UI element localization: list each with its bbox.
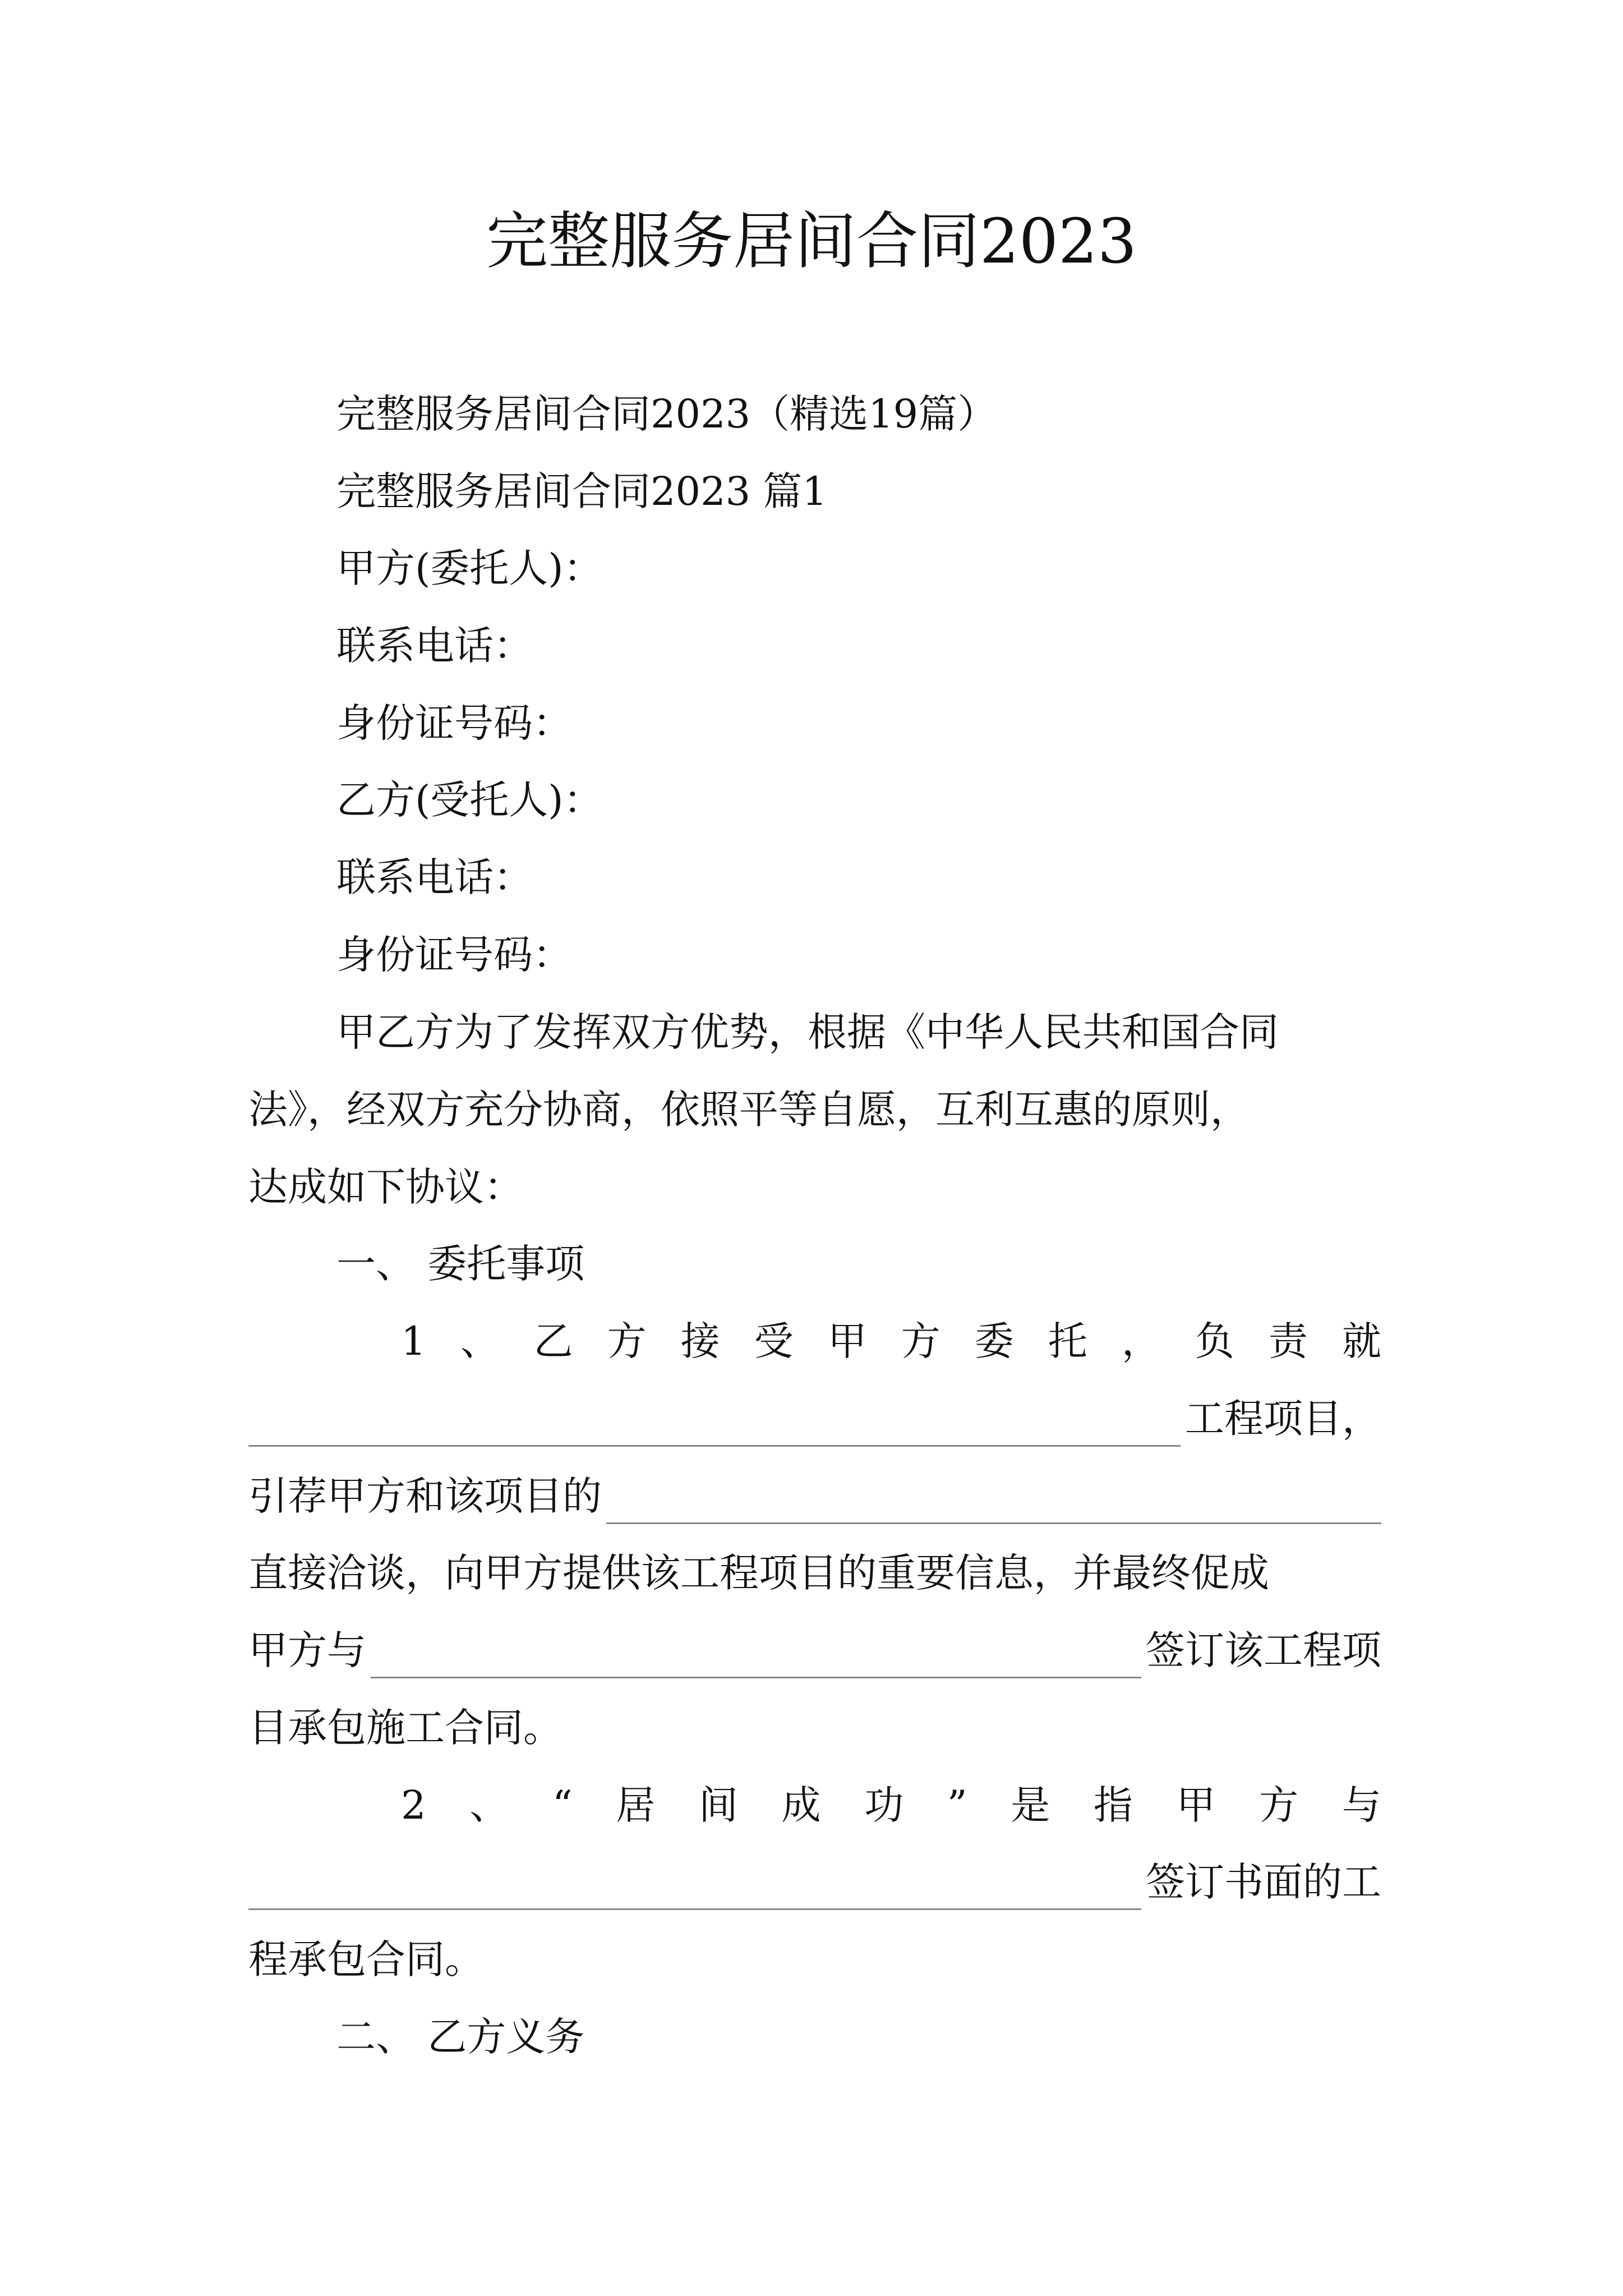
clause-char: 方 [607,1318,647,1364]
blank-underline [248,1404,1181,1447]
clause-1-1-line-5-tail: 签订该工程项 [1146,1627,1381,1673]
clause-char: 委 [974,1318,1014,1364]
clause-1-1-line-1 [401,1313,1381,1369]
clause-char: 就 [1341,1318,1381,1364]
clause-char: 居 [616,1782,656,1828]
clause-1-1-line-3-head: 引荐甲方和该项目的 [248,1473,602,1519]
clause-char: 指 [1093,1782,1133,1828]
clause-char: ， [1121,1318,1161,1364]
clause-char: 是 [1011,1782,1050,1828]
clause-char: 与 [1341,1782,1381,1828]
clause-char: 方 [901,1318,940,1364]
clause-char: 责 [1268,1318,1308,1364]
clause-char: ” [947,1782,967,1828]
preamble-line-3: 达成如下协议： [248,1164,523,1210]
clause-1-1-line-3 [248,1468,1381,1524]
party-b-label: 乙方(受托人)： [336,777,603,823]
clause-char: 乙 [533,1318,573,1364]
clause-char: 1 [401,1318,426,1364]
clause-1-1-line-4: 直接洽谈，向甲方提供该工程项目的重要信息，并最终促成 [248,1550,1269,1596]
clause-1-1-line-5-head: 甲方与 [248,1627,366,1673]
party-b-id: 身份证号码： [336,932,572,978]
clause-char: 、 [469,1782,509,1828]
clause-1-1-line-5 [248,1622,1381,1678]
clause-1-1-line-6: 目承包施工合同。 [248,1705,562,1751]
clause-char: 甲 [1176,1782,1216,1828]
clause-char: 、 [460,1318,500,1364]
preamble-line-2: 法》，经双方充分协商，依照平等自愿，互利互惠的原则， [248,1087,1249,1133]
clause-char: 甲 [827,1318,867,1364]
party-a-label: 甲方(委托人)： [336,545,603,591]
clause-char: 托 [1048,1318,1087,1364]
clause-1-2-line-3: 程承包合同。 [248,1936,484,1982]
clause-1-1-line-2 [248,1391,1381,1447]
party-a-id: 身份证号码： [336,700,572,746]
clause-1-heading: 一、 委托事项 [336,1241,585,1287]
clause-2-heading: 二、 乙方义务 [336,2014,585,2060]
document-title: 完整服务居间合同2023 [486,205,1137,277]
clause-1-1-line-2-tail: 工程项目， [1185,1396,1381,1442]
clause-char: 功 [864,1782,904,1828]
clause-char: 接 [680,1318,720,1364]
clause-1-2-line-1 [401,1777,1381,1833]
clause-char: 方 [1259,1782,1299,1828]
clause-char: 成 [781,1782,821,1828]
party-a-phone: 联系电话： [336,623,533,669]
clause-1-2-line-2-tail: 签订书面的工 [1146,1859,1381,1905]
clause-char: 受 [754,1318,794,1364]
clause-char: “ [552,1782,573,1828]
clause-char: 间 [698,1782,738,1828]
blank-underline [248,1867,1141,1910]
clause-char: 负 [1195,1318,1234,1364]
section-heading: 完整服务居间合同2023 篇1 [336,468,827,514]
document-subtitle: 完整服务居间合同2023（精选19篇） [336,391,997,437]
clause-char: 2 [401,1782,426,1828]
party-b-phone: 联系电话： [336,854,533,900]
blank-underline [606,1481,1381,1524]
preamble-line-1: 甲乙方为了发挥双方优势，根据《中华人民共和国合同 [336,1009,1279,1055]
blank-underline [371,1635,1141,1678]
clause-1-2-line-2 [248,1854,1381,1910]
